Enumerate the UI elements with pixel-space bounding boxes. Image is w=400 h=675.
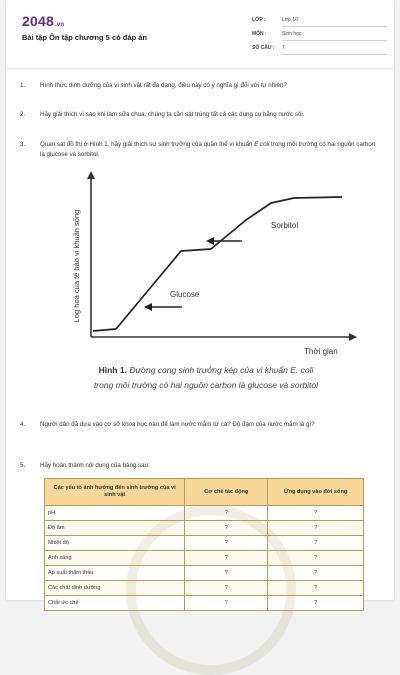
meta-value: Sinh học <box>282 31 302 37</box>
meta-question-count <box>252 45 387 57</box>
table-cell: Áp suất thẩm thấu <box>45 566 185 581</box>
site-logo[interactable] <box>22 13 64 29</box>
question-number: 4. <box>20 421 26 428</box>
document-title: Bài tập Ôn tập chương 5 có đáp án <box>22 33 147 42</box>
header-divider <box>6 68 394 69</box>
x-axis-title: Thời gian <box>304 347 338 356</box>
document-header <box>6 0 394 70</box>
meta-value: Lớp 10 <box>282 17 298 23</box>
table-cell: ? <box>185 596 268 611</box>
table-row <box>45 521 364 536</box>
growth-curve-figure <box>46 165 366 400</box>
meta-subject <box>252 31 387 43</box>
figure-caption-line-2: trong môi trường có hai nguồn carbon là glucose và sorbitol <box>93 380 319 390</box>
table-cell: Các chất dinh dưỡng <box>45 581 185 596</box>
meta-underline <box>282 40 387 41</box>
factors-table <box>44 478 364 611</box>
table-cell: ? <box>268 581 364 596</box>
question-number: 5. <box>20 462 26 469</box>
y-axis-arrow <box>87 171 95 179</box>
table-cell: Nhiệt độ <box>45 536 185 551</box>
question-number: 3. <box>20 141 26 148</box>
question-number: 2. <box>20 111 26 118</box>
question-text: Người dân đã dựa vào cơ sở khoa học nào để làm nước mắm từ cá? Độ đạm của nước mắm là gì? <box>40 421 315 428</box>
question-text: Hãy giải thích vì sao khi làm sữa chua, chúng ta cần sát trùng tất cả các dụng cụ bằng nước sôi. <box>40 111 305 118</box>
table-cell: ? <box>268 536 364 551</box>
question-text-part: Quan sát đồ thị ở Hình 1, hãy giải thích sự sinh trưởng của quần thể vi khuẩn <box>40 141 255 148</box>
meta-grade <box>252 17 387 29</box>
table-header-cell: Cơ chế tác động <box>185 479 268 506</box>
table-cell: ? <box>268 506 364 521</box>
glucose-arrow-head <box>144 303 152 311</box>
question-text: Hãy hoàn thành nội dung của bảng sau: <box>40 462 150 469</box>
logo-text: 2048 <box>22 13 54 29</box>
table-cell: Ánh sáng <box>45 551 185 566</box>
table-cell: ? <box>268 551 364 566</box>
growth-curve-line <box>93 197 342 331</box>
document-page <box>6 0 394 606</box>
table-row <box>45 566 364 581</box>
meta-underline <box>282 26 387 27</box>
table-header-row <box>45 479 364 506</box>
meta-label: LỚP : <box>252 17 266 23</box>
figure-caption-number: Hình 1. <box>98 365 127 375</box>
meta-underline <box>282 54 387 55</box>
y-axis-title: Log hoá của tế bào vi khuẩn sống <box>72 209 81 323</box>
table-row <box>45 551 364 566</box>
question-text: Hình thức dinh dưỡng của vi sinh vật rất đa dạng, điều này có ý nghĩa gì đối với tự nhiên? <box>40 82 287 89</box>
meta-label: SỐ CÂU : <box>252 45 275 51</box>
table-cell: pH <box>45 506 185 521</box>
table-cell: ? <box>268 521 364 536</box>
glucose-label: Glucose <box>170 290 200 299</box>
table-row <box>45 506 364 521</box>
table-header-cell: Ứng dụng vào đời sống <box>268 479 364 506</box>
table-cell: ? <box>185 536 268 551</box>
meta-value: 7 <box>282 45 285 51</box>
figure-caption-line-1 <box>46 365 366 375</box>
meta-label: MÔN : <box>252 31 267 37</box>
table-cell: ? <box>185 581 268 596</box>
table-cell: ? <box>268 566 364 581</box>
table-header-cell: Các yếu tố ảnh hưởng đến sinh trưởng của vi sinh vật <box>45 479 185 506</box>
question-text-part: trong môi trường có hai nguồn carbon là glucose và sorbitol. <box>40 141 376 158</box>
species-name: E.coli <box>254 141 270 148</box>
table-row <box>45 581 364 596</box>
table-row <box>45 596 364 611</box>
table-cell: ? <box>185 506 268 521</box>
question-number: 1. <box>20 82 26 89</box>
table-row <box>45 536 364 551</box>
table-cell: ? <box>268 596 364 611</box>
growth-curve-plot <box>46 165 366 355</box>
sorbitol-arrow-head <box>206 237 214 245</box>
table-cell: Chất ức chế <box>45 596 185 611</box>
figure-caption-text: Đường cong sinh trưởng kép của vi khuẩn E. coli <box>126 365 314 375</box>
table-cell: ? <box>185 551 268 566</box>
table-cell: ? <box>185 566 268 581</box>
logo-suffix: .vn <box>54 22 65 28</box>
table-cell: Độ ẩm <box>45 521 185 536</box>
x-axis-arrow <box>349 333 357 341</box>
table-cell: ? <box>185 521 268 536</box>
question-text <box>40 140 380 160</box>
sorbitol-label: Sorbitol <box>271 221 299 230</box>
